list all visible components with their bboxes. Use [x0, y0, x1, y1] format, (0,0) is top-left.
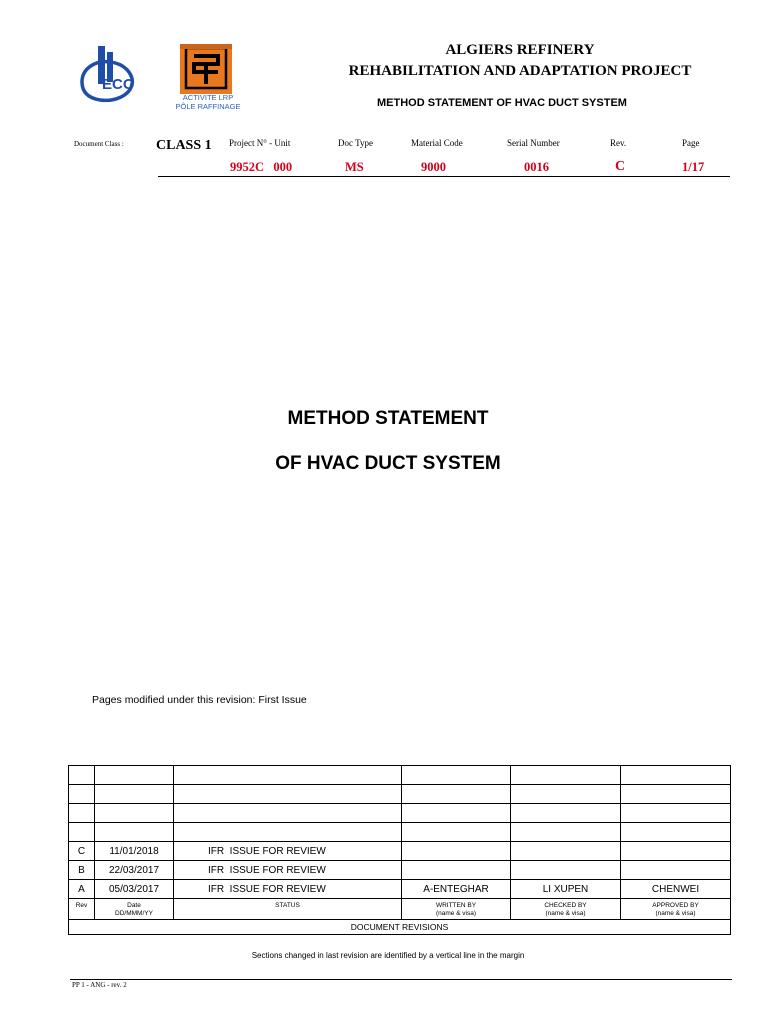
logo-caption: [168, 93, 248, 111]
table-row: [69, 804, 731, 823]
legend-approved: [621, 899, 731, 920]
serial-number-label: Serial Number: [507, 138, 560, 148]
table-caption: DOCUMENT REVISIONS: [69, 920, 731, 935]
ceco-logo: [76, 44, 140, 104]
legend-written-label: WRITTEN BY: [435, 902, 477, 909]
approved-cell: [621, 861, 731, 880]
svg-text:ECO: ECO: [102, 76, 135, 93]
header-refinery: ALGIERS REFINERY: [445, 42, 595, 58]
table-row: [69, 861, 731, 880]
footer-divider: [70, 979, 732, 980]
rev-cell: A: [69, 880, 95, 899]
revision-table: [68, 765, 731, 935]
logo-caption-line2: PÔLE RAFFINAGE: [175, 102, 241, 111]
date-cell: 05/03/2017: [95, 880, 174, 899]
main-title-line2: OF HVAC DUCT SYSTEM: [275, 453, 501, 474]
date-cell: 11/01/2018: [95, 842, 174, 861]
legend-rev: Rev: [69, 899, 95, 920]
pages-modified-note: Pages modified under this revision: First Issue: [92, 694, 307, 706]
legend-date: [95, 899, 174, 920]
table-row: [69, 766, 731, 785]
approved-cell: [621, 842, 731, 861]
approved-cell: CHENWEI: [621, 880, 731, 899]
legend-name-visa: (name & visa): [545, 910, 586, 917]
checked-cell: [511, 842, 621, 861]
legend-written: [402, 899, 511, 920]
page-label: Page: [682, 138, 700, 148]
date-cell: 22/03/2017: [95, 861, 174, 880]
doc-type-value: MS: [345, 160, 364, 174]
material-code-label: Material Code: [411, 138, 463, 148]
sonatrach-logo: [180, 44, 232, 94]
table-row: [69, 823, 731, 842]
legend-name-visa: (name & visa): [655, 910, 696, 917]
status-cell: IFR ISSUE FOR REVIEW: [174, 861, 402, 880]
rev-value: C: [615, 159, 626, 174]
rev-cell: C: [69, 842, 95, 861]
footer-code: PP 1 - ANG - rev. 2: [72, 981, 127, 989]
serial-number-value: 0016: [524, 160, 549, 174]
table-caption-row: [69, 920, 731, 935]
checked-cell: [511, 861, 621, 880]
rev-cell: B: [69, 861, 95, 880]
revision-note: Sections changed in last revision are identified by a vertical line in the margin: [251, 951, 525, 960]
table-legend-row: [69, 899, 731, 920]
legend-checked: [511, 899, 621, 920]
table-row: [69, 842, 731, 861]
legend-date-format: DD/MMM/YY: [115, 910, 153, 917]
doc-type-label: Doc Type: [338, 138, 373, 148]
project-value: 9952C 000: [230, 160, 293, 174]
legend-date-label: Date: [127, 902, 141, 909]
header-doc-title: METHOD STATEMENT OF HVAC DUCT SYSTEM: [377, 97, 627, 109]
document-class-label: Document Class :: [74, 140, 124, 148]
status-cell: IFR ISSUE FOR REVIEW: [174, 842, 402, 861]
written-cell: [402, 842, 511, 861]
main-title-line1: METHOD STATEMENT: [287, 408, 489, 429]
status-cell: IFR ISSUE FOR REVIEW: [174, 880, 402, 899]
table-row: [69, 880, 731, 899]
legend-checked-label: CHECKED BY: [544, 902, 587, 909]
material-code-value: 9000: [421, 160, 446, 174]
page-value: 1/17: [682, 160, 705, 174]
table-row: [69, 785, 731, 804]
legend-approved-label: APPROVED BY: [652, 902, 699, 909]
document-class-value: CLASS 1: [156, 138, 212, 153]
header-project: REHABILITATION AND ADAPTATION PROJECT: [348, 63, 692, 79]
written-cell: A-ENTEGHAR: [402, 880, 511, 899]
logo-caption-line1: ACTIVITE LRP: [182, 93, 234, 102]
checked-cell: LI XUPEN: [511, 880, 621, 899]
header-divider: [158, 176, 730, 177]
rev-label: Rev.: [610, 138, 627, 148]
written-cell: [402, 861, 511, 880]
project-label: Project N° - Unit: [229, 138, 291, 148]
legend-status: STATUS: [174, 899, 402, 920]
legend-name-visa: (name & visa): [435, 910, 477, 917]
